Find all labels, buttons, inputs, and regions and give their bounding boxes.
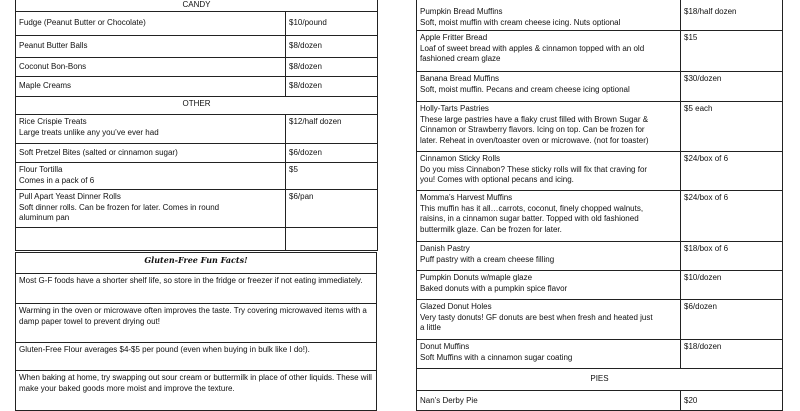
other-section-header [16,97,378,115]
menu-row [417,300,783,340]
item-price: $18/half dozen [681,0,783,31]
item-price: $30/dozen [681,72,783,102]
item-cell [16,163,286,190]
menu-row [417,191,783,242]
item-price: $6/pan [286,190,378,228]
item-price: $20 [681,391,783,411]
candy-section-header [16,0,378,12]
item-price: $6/dozen [286,144,378,163]
item-name: Apple Fritter Bread [420,33,488,42]
item-price: $5 each [681,102,783,152]
right-menu-table [416,0,783,411]
item-name: Pumpkin Bread Muffins [420,7,503,16]
fact-row [16,343,377,371]
item-name: Banana Bread Muffins [420,74,500,83]
blank-row [16,228,378,251]
item-cell [417,300,681,340]
item-name: Rice Crispie Treats [19,117,87,126]
menu-row [16,115,378,144]
item-price: $8/dozen [286,36,378,58]
menu-row [16,144,378,163]
item-name: Flour Tortilla [19,165,63,174]
item-description: Large treats unlike any you’ve ever had [19,127,159,137]
item-cell [417,72,681,102]
fact-text: Warming in the oven or microwave often improves the taste. Try covering microwaved items with a damp paper towel to prevent drying out! [16,304,377,343]
item-price: $5 [286,163,378,190]
fact-text: Gluten-Free Flour averages $4-$5 per pound (even when buying in bulk like I do!). [16,343,377,371]
menu-row [417,102,783,152]
menu-row [16,77,378,97]
item-description: Comes in a pack of 6 [19,175,95,185]
gluten-free-facts-table [15,252,377,411]
item-name: Danish Pastry [420,244,470,253]
item-name: Peanut Butter Balls [16,36,286,58]
item-price: $6/dozen [681,300,783,340]
item-description: Soft Muffins with a cinnamon sugar coating [420,352,573,362]
item-price: $8/dozen [286,58,378,77]
fact-text: When baking at home, try swapping out sour cream or buttermilk in place of other liquids. These will make your baked goods more moist and improve the texture. [16,371,377,411]
item-description: Soft, moist muffin. Pecans and cream cheese icing optional [420,84,630,94]
item-description: This muffin has it all…carrots, coconut, finely chopped walnuts, raisins, in a cinnamon sugar batter. Topped with old fashioned buttermilk glaze. Can be frozen for later. [420,203,644,234]
menu-row [417,31,783,72]
blank-cell [16,228,286,251]
pies-header-label: PIES [417,369,783,391]
menu-row [417,72,783,102]
item-name: Cinnamon Sticky Rolls [420,154,501,163]
menu-row [16,163,378,190]
item-name: Coconut Bon-Bons [16,58,286,77]
item-cell [417,191,681,242]
item-price: $24/box of 6 [681,191,783,242]
item-cell [417,102,681,152]
item-name: Pumpkin Donuts w/maple glaze [420,273,533,282]
item-cell [417,152,681,191]
item-description: Do you miss Cinnabon? These sticky rolls will fix that craving for you! Comes with optional pecans and icing. [420,164,648,184]
item-cell [16,115,286,144]
left-menu-column [15,0,377,411]
gf-facts-title: Gluten-Free Fun Facts! [16,253,377,274]
fact-row [16,371,377,411]
item-cell [417,31,681,72]
item-cell [16,190,286,228]
menu-row [16,190,378,228]
menu-row [417,340,783,369]
item-price: $18/box of 6 [681,242,783,271]
item-name: Pull Apart Yeast Dinner Rolls [19,192,121,201]
item-price: $8/dozen [286,77,378,97]
menu-row [417,271,783,300]
candy-header-label: CANDY [16,0,378,12]
item-cell [417,0,681,31]
item-name: Glazed Donut Holes [420,302,492,311]
item-cell [417,242,681,271]
item-description: Soft dinner rolls. Can be frozen for later. Comes in round aluminum pan [19,202,220,222]
item-description: These large pastries have a flaky crust filled with Brown Sugar & Cinnamon or Strawberry flavors. Icing on top. Can be frozen for later. Reheat in oven/toaster oven or microwave. (not for toaster) [420,114,649,145]
right-menu-column [416,0,782,411]
menu-row [16,12,378,36]
item-description: Baked donuts with a pumpkin spice flavor [420,283,568,293]
item-name: Momma’s Harvest Muffins [420,193,513,202]
item-name: Fudge (Peanut Butter or Chocolate) [16,12,286,36]
menu-row [417,152,783,191]
item-price: $24/box of 6 [681,152,783,191]
item-description: Puff pastry with a cream cheese filling [420,254,555,264]
other-header-label: OTHER [16,97,378,115]
item-price: $15 [681,31,783,72]
fact-text: Most G-F foods have a shorter shelf life, so store in the fridge or freezer if not eating immediately. [16,274,377,304]
item-price: $10/pound [286,12,378,36]
item-description: Soft, moist muffin with cream cheese icing. Nuts optional [420,17,621,27]
pies-section-header [417,369,783,391]
fact-row [16,274,377,304]
item-name: Donut Muffins [420,342,470,351]
menu-row [417,391,783,411]
menu-row [417,0,783,31]
menu-row [417,242,783,271]
item-price: $10/dozen [681,271,783,300]
blank-cell [286,228,378,251]
menu-row [16,36,378,58]
item-description: Very tasty donuts! GF donuts are best when fresh and heated just a little [420,312,653,332]
item-name: Holly-Tarts Pastries [420,104,489,113]
item-name: Maple Creams [16,77,286,97]
item-description: Loaf of sweet bread with apples & cinnamon topped with an old fashioned cream glaze [420,43,645,63]
gf-title-row [16,253,377,274]
item-cell [417,340,681,369]
menu-row [16,58,378,77]
item-name: Nan’s Derby Pie [417,391,681,411]
item-cell [417,271,681,300]
item-price: $18/dozen [681,340,783,369]
fact-row [16,304,377,343]
item-price: $12/half dozen [286,115,378,144]
left-menu-table [15,0,378,251]
item-name: Soft Pretzel Bites (salted or cinnamon sugar) [16,144,286,163]
